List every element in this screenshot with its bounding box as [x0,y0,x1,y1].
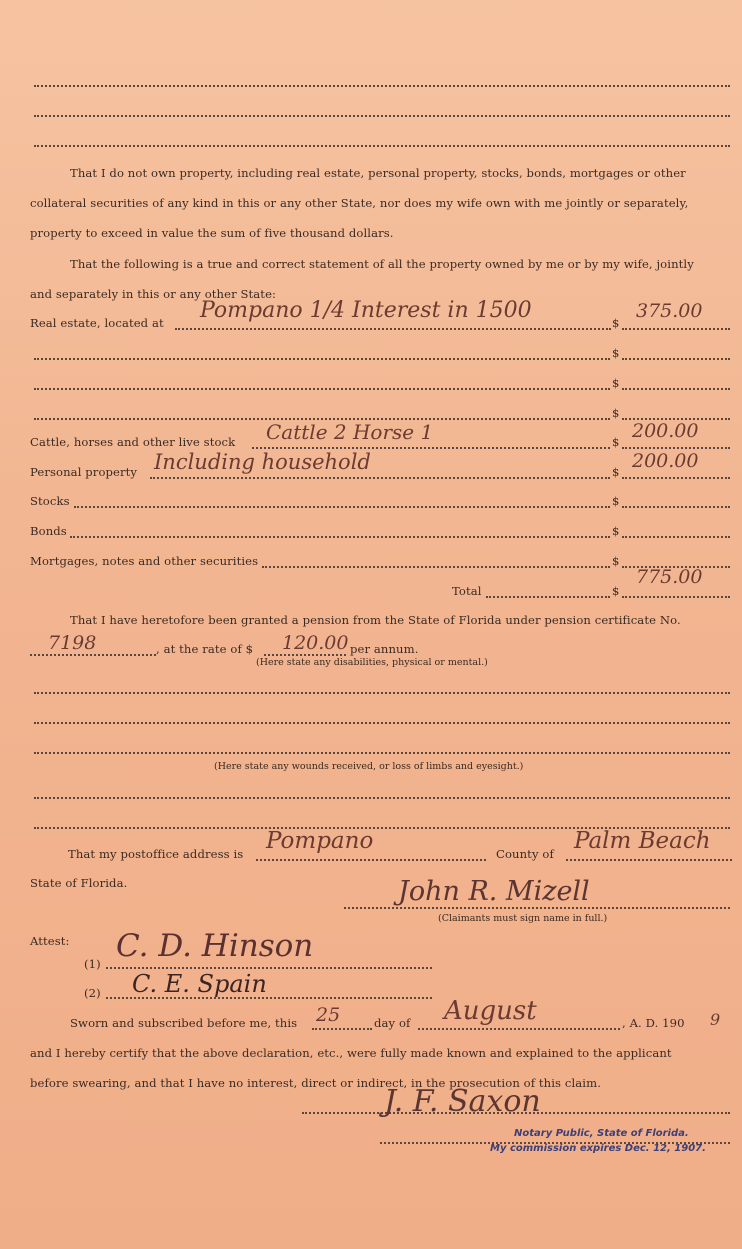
sworn-day: 25 [316,1004,341,1026]
county-line [566,859,732,861]
blank-line [34,797,730,799]
total-amount: 775.00 [636,566,703,588]
bonds-label: Bonds [30,524,67,538]
per-annum: per annum. [350,642,419,656]
bonds-line [70,536,610,538]
sworn-year-digit: 9 [710,1010,721,1029]
blank-line [34,722,730,724]
notary-stamp-line1: Notary Public, State of Florida. [514,1128,689,1139]
dollar-sign: $ [612,406,620,420]
sworn-prefix: Sworn and subscribed before me, this [70,1016,298,1030]
amount-line [622,328,730,330]
postoffice-value: Pompano [266,828,374,854]
sworn-line2: and I hereby certify that the above declaration, etc., were fully made known and explained to the applicant [30,1046,672,1060]
notary-signature: J. F. Saxon [384,1084,541,1119]
claimant-signature-line [344,907,730,909]
blank-line [34,115,730,117]
attest-number-1: (1) [84,957,101,971]
rate-line [264,654,346,656]
para1-line2: collateral securities of any kind in this or any other State, nor does my wife own with me jointly or separately, [30,196,689,210]
livestock-label: Cattle, horses and other live stock [30,435,236,449]
blank-line [34,145,730,147]
mortgages-line [262,566,610,568]
mortgages-label: Mortgages, notes and other securities [30,554,259,568]
dollar-sign: $ [612,435,620,449]
dollar-sign: $ [612,584,620,598]
witness1-signature: C. D. Hinson [116,928,314,964]
blank-line [34,85,730,87]
notary-stamp-line2: My commission expires Dec. 12, 1907. [490,1143,706,1154]
amount-line [622,388,730,390]
rate-label: , at the rate of $ [156,642,254,656]
sworn-month: August [444,996,537,1026]
county-label: County of [496,847,554,861]
personal-value: Including household [154,450,371,474]
certificate-line [30,654,156,656]
stocks-label: Stocks [30,494,70,508]
dollar-sign: $ [612,465,620,479]
witness1-line [106,967,432,969]
rate-value: 120.00 [282,632,349,654]
amount-line [622,596,730,598]
personal-label: Personal property [30,465,138,479]
amount-line [622,447,730,449]
real-estate-value: Pompano 1/4 Interest in 1500 [200,298,532,323]
dollar-sign: $ [612,494,620,508]
witness2-signature: C. E. Spain [132,970,267,998]
personal-line [150,477,610,479]
attest-number-2: (2) [84,986,101,1000]
blank-line [34,358,610,360]
real-estate-label: Real estate, located at [30,316,164,330]
sworn-day-line [312,1028,372,1030]
blank-line [34,388,610,390]
sworn-line3: before swearing, and that I have no interest, direct or indirect, in the prosecution of this claim. [30,1076,601,1090]
pension-line1: That I have heretofore been granted a pension from the State of Florida under pension certificate No. [70,613,681,627]
total-line [486,596,610,598]
claimant-note: (Claimants must sign name in full.) [438,913,608,924]
personal-amount: 200.00 [632,450,699,472]
certificate-no: 7198 [48,632,97,654]
amount-line [622,506,730,508]
para1-line3: property to exceed in value the sum of five thousand dollars. [30,226,394,240]
county-value: Palm Beach [574,828,711,854]
para2-line2: and separately in this or any other State: [30,287,277,301]
disabilities-note: (Here state any disabilities, physical or mental.) [256,657,488,668]
blank-line [34,692,730,694]
para2-line1: That the following is a true and correct statement of all the property owned by me or by my wife, jointly [70,257,694,271]
state-label: State of Florida. [30,876,128,890]
dollar-sign: $ [612,346,620,360]
postoffice-line [256,859,486,861]
claimant-signature: John R. Mizell [398,876,590,907]
sworn-month-line [418,1028,620,1030]
livestock-line [252,447,610,449]
dollar-sign: $ [612,316,620,330]
livestock-amount: 200.00 [632,420,699,442]
amount-line [622,536,730,538]
total-label: Total [452,584,482,598]
dollar-sign: $ [612,554,620,568]
real-estate-line [175,328,611,330]
amount-line [622,358,730,360]
livestock-value: Cattle 2 Horse 1 [266,420,434,444]
dollar-sign: $ [612,376,620,390]
wounds-note: (Here state any wounds received, or loss of limbs and eyesight.) [214,761,524,772]
amount-line [622,477,730,479]
sworn-ad: , A. D. 190 [622,1016,685,1030]
postoffice-label: That my postoffice address is [68,847,244,861]
sworn-day-of: day of [374,1016,411,1030]
real-estate-amount: 375.00 [636,300,703,322]
attest-label: Attest: [30,934,70,948]
dollar-sign: $ [612,524,620,538]
blank-line [34,752,730,754]
para1-line1: That I do not own property, including real estate, personal property, stocks, bonds, mortgages or other [70,166,686,180]
stocks-line [74,506,610,508]
